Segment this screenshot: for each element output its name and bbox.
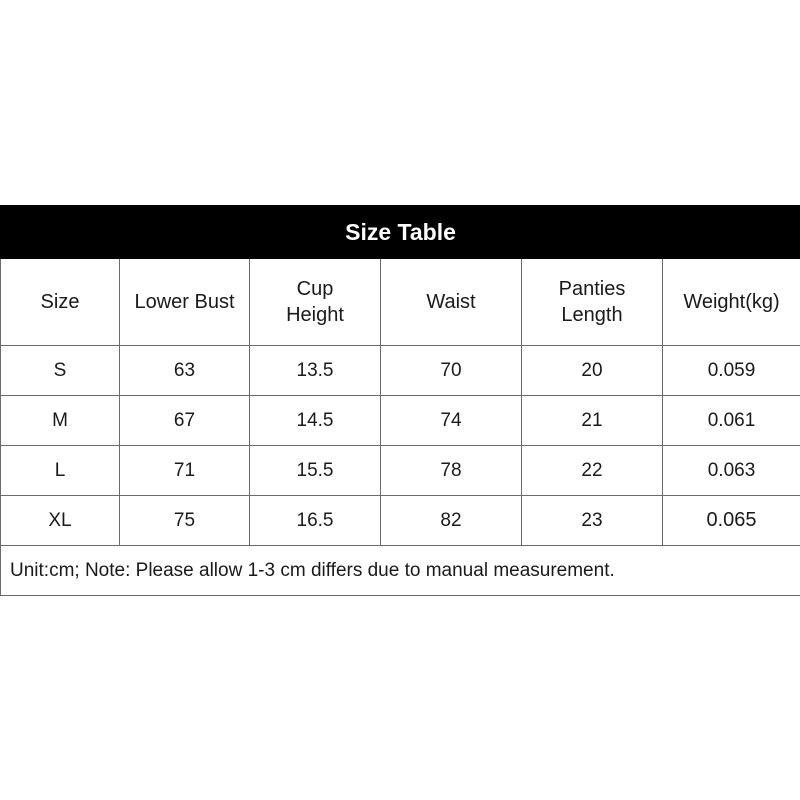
- table-row: [1, 396, 800, 446]
- cell-lower-bust: 75: [120, 496, 250, 546]
- cell-panties-length: 21: [522, 396, 663, 446]
- header-lower-bust: Lower Bust: [120, 259, 250, 346]
- table-row: [1, 446, 800, 496]
- table-title: Size Table: [1, 206, 800, 259]
- cell-lower-bust: 63: [120, 346, 250, 396]
- cell-lower-bust: 67: [120, 396, 250, 446]
- cell-waist: 74: [381, 396, 522, 446]
- cell-cup-height: 16.5: [250, 496, 381, 546]
- header-weight: Weight(kg): [663, 259, 800, 346]
- cell-cup-height: 14.5: [250, 396, 381, 446]
- cell-waist: 82: [381, 496, 522, 546]
- cell-waist: 78: [381, 446, 522, 496]
- cell-size: S: [1, 346, 120, 396]
- header-row: [1, 259, 800, 346]
- cell-cup-height: 13.5: [250, 346, 381, 396]
- note-row: [1, 546, 800, 596]
- cell-weight: 0.061: [663, 396, 800, 446]
- cell-lower-bust: 71: [120, 446, 250, 496]
- cell-panties-length: 20: [522, 346, 663, 396]
- table-title-row: [1, 206, 800, 259]
- header-cup-height: Cup Height: [250, 259, 381, 346]
- cell-size: XL: [1, 496, 120, 546]
- cell-weight: 0.063: [663, 446, 800, 496]
- cell-panties-length: 23: [522, 496, 663, 546]
- size-table: [0, 205, 800, 596]
- cell-size: M: [1, 396, 120, 446]
- table-row: [1, 496, 800, 546]
- measurement-note: Unit:cm; Note: Please allow 1-3 cm differs due to manual measurement.: [1, 546, 800, 596]
- cell-weight: 0.059: [663, 346, 800, 396]
- table-row: [1, 346, 800, 396]
- cell-weight: 0.065: [663, 496, 800, 546]
- header-waist: Waist: [381, 259, 522, 346]
- cell-size: L: [1, 446, 120, 496]
- header-size: Size: [1, 259, 120, 346]
- header-panties-length: Panties Length: [522, 259, 663, 346]
- cell-waist: 70: [381, 346, 522, 396]
- cell-panties-length: 22: [522, 446, 663, 496]
- cell-cup-height: 15.5: [250, 446, 381, 496]
